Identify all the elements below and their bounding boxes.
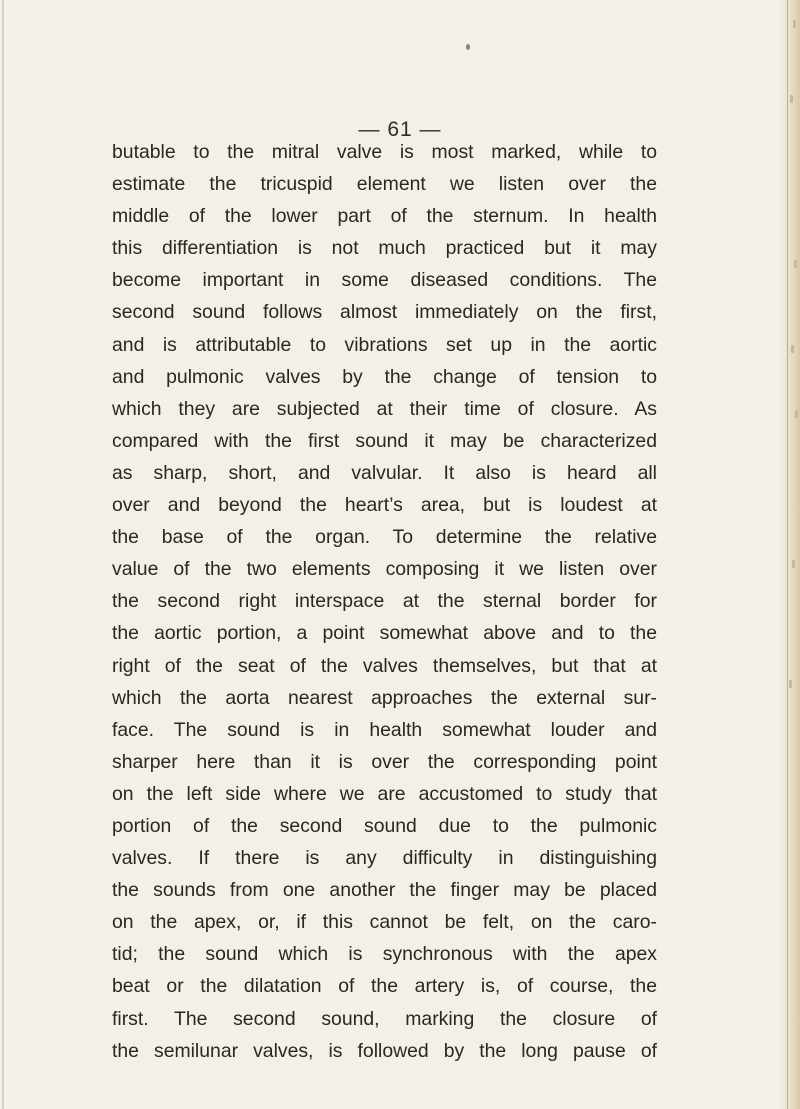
text-line: which they are subjected at their time of closure. As	[112, 397, 657, 420]
text-line: right of the seat of the valves themselves, but that at	[112, 654, 657, 677]
text-line: portion of the second sound due to the pulmonic	[112, 814, 657, 837]
page-edge	[778, 0, 800, 1109]
text-line: as sharp, short, and valvular. It also is heard all	[112, 461, 657, 484]
edge-stain	[791, 345, 794, 353]
text-line: sharper here than it is over the corresponding point	[112, 750, 657, 773]
edge-stain	[792, 560, 795, 568]
text-line: the semilunar valves, is followed by the long pause of	[112, 1039, 657, 1062]
text-line: over and beyond the heart’s area, but is loudest at	[112, 494, 657, 517]
text-line: face. The sound is in health somewhat louder and	[112, 718, 657, 741]
text-line: the sounds from one another the finger may be placed	[112, 879, 657, 902]
text-line: valves. If there is any difficulty in distinguishing	[112, 847, 657, 870]
ink-speck	[466, 44, 470, 50]
text-line: first. The second sound, marking the closure of	[112, 1007, 657, 1030]
text-line: on the left side where we are accustomed to study that	[112, 782, 657, 805]
gutter-shadow	[2, 0, 4, 1109]
text-line: tid; the sound which is synchronous with the apex	[112, 943, 657, 966]
edge-stain	[789, 680, 792, 688]
edge-stain	[790, 95, 793, 103]
text-line: compared with the first sound it may be characterized	[112, 429, 657, 452]
page-number: — 61 —	[358, 118, 442, 141]
body-paragraph	[112, 136, 657, 1067]
text-line: butable to the mitral valve is most marked, while to	[112, 141, 657, 163]
text-line: and is attributable to vibrations set up in the aortic	[112, 333, 657, 356]
edge-stain	[795, 410, 798, 418]
text-line: middle of the lower part of the sternum. In health	[112, 205, 657, 228]
text-line: the aortic portion, a point somewhat above and to the	[112, 622, 657, 645]
text-line: beat or the dilatation of the artery is, of course, the	[112, 975, 657, 998]
text-line: second sound follows almost immediately on the first,	[112, 301, 657, 324]
text-line: on the apex, or, if this cannot be felt, on the caro-	[112, 911, 657, 934]
text-line: and pulmonic valves by the change of tension to	[112, 365, 657, 388]
text-line: which the aorta nearest approaches the external sur-	[112, 686, 657, 709]
text-line: estimate the tricuspid element we listen over the	[112, 173, 657, 196]
text-line: become important in some diseased conditions. The	[112, 269, 657, 292]
text-line: the base of the organ. To determine the relative	[112, 526, 657, 549]
text-line: this differentiation is not much practiced but it may	[112, 237, 657, 260]
edge-stain	[793, 20, 796, 28]
text-line: the second right interspace at the sternal border for	[112, 590, 657, 613]
edge-stain	[794, 260, 797, 268]
page-edge-line	[787, 0, 788, 1109]
text-line: value of the two elements composing it we listen over	[112, 558, 657, 581]
